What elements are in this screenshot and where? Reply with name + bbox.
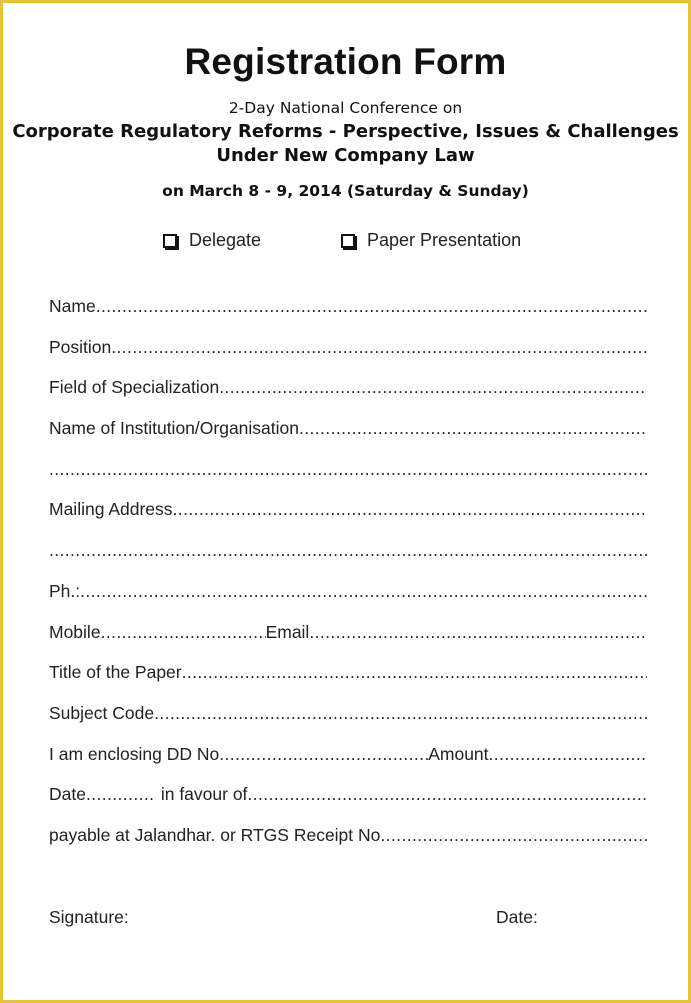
paper-title-row <box>49 662 647 703</box>
institution-continuation-row <box>49 459 647 500</box>
mobile-label: Mobile <box>49 621 101 642</box>
email-label: Email <box>265 621 310 642</box>
position-field[interactable] <box>111 337 647 358</box>
in-favour-of-field[interactable] <box>247 784 647 805</box>
name-label: Name <box>49 296 96 316</box>
name-field[interactable] <box>96 296 647 317</box>
delegate-option[interactable] <box>163 230 261 251</box>
paper-presentation-checkbox[interactable] <box>341 234 355 248</box>
paper-title-field[interactable] <box>182 662 647 683</box>
phone-field[interactable] <box>80 581 647 602</box>
mailing-address-label: Mailing Address <box>49 499 173 520</box>
conference-intro: 2-Day National Conference on <box>228 99 463 117</box>
in-favour-of-label: in favour of <box>155 784 248 805</box>
signature-date-label: Date: <box>496 907 538 927</box>
institution-continuation-field[interactable] <box>49 459 647 480</box>
date-favour-row <box>49 784 647 825</box>
mailing-address-continuation-row <box>49 540 647 581</box>
subject-code-field[interactable] <box>154 703 647 724</box>
amount-field[interactable] <box>489 744 647 765</box>
position-row <box>49 337 647 378</box>
paper-presentation-option[interactable] <box>341 230 521 251</box>
name-row <box>49 296 647 337</box>
rtgs-row <box>49 825 647 866</box>
position-label: Position <box>49 336 112 357</box>
specialization-label: Field of Specialization <box>49 377 220 398</box>
institution-field[interactable] <box>299 418 647 439</box>
form-title: Registration Form <box>184 41 507 82</box>
institution-label: Name of Institution/Organisation <box>49 418 299 439</box>
email-field[interactable] <box>309 622 647 643</box>
dd-amount-row <box>49 744 647 785</box>
rtgs-receipt-field[interactable] <box>380 825 647 846</box>
conference-dates: on March 8 - 9, 2014 (Saturday & Sunday) <box>162 182 529 200</box>
phone-label: Ph.: <box>49 580 81 601</box>
form-fields <box>49 296 647 866</box>
delegate-label: Delegate <box>189 230 262 250</box>
mailing-address-field[interactable] <box>173 499 647 520</box>
mobile-email-row <box>49 622 647 663</box>
mailing-address-row <box>49 499 647 540</box>
specialization-row <box>49 377 647 418</box>
date-field[interactable] <box>86 784 156 805</box>
rtgs-label: payable at Jalandhar. or RTGS Receipt No <box>49 824 381 845</box>
paper-presentation-label: Paper Presentation <box>367 230 522 250</box>
conference-theme: Corporate Regulatory Reforms - Perspective, Issues & Challenges <box>12 121 679 142</box>
subject-code-label: Subject Code <box>49 702 155 723</box>
paper-title-label: Title of the Paper <box>49 662 182 683</box>
phone-row <box>49 581 647 622</box>
delegate-checkbox[interactable] <box>163 234 177 248</box>
signature-label: Signature: <box>49 907 129 927</box>
mobile-field[interactable] <box>101 622 266 643</box>
date-label: Date <box>49 784 86 805</box>
participation-options <box>3 230 688 256</box>
institution-row <box>49 418 647 459</box>
specialization-field[interactable] <box>219 377 647 398</box>
conference-theme-subtitle: Under New Company Law <box>216 145 475 166</box>
dd-number-field[interactable] <box>219 744 428 765</box>
amount-label: Amount <box>428 743 489 764</box>
dd-number-label: I am enclosing DD No <box>49 743 220 764</box>
subject-code-row <box>49 703 647 744</box>
mailing-address-continuation-field[interactable] <box>49 540 647 561</box>
